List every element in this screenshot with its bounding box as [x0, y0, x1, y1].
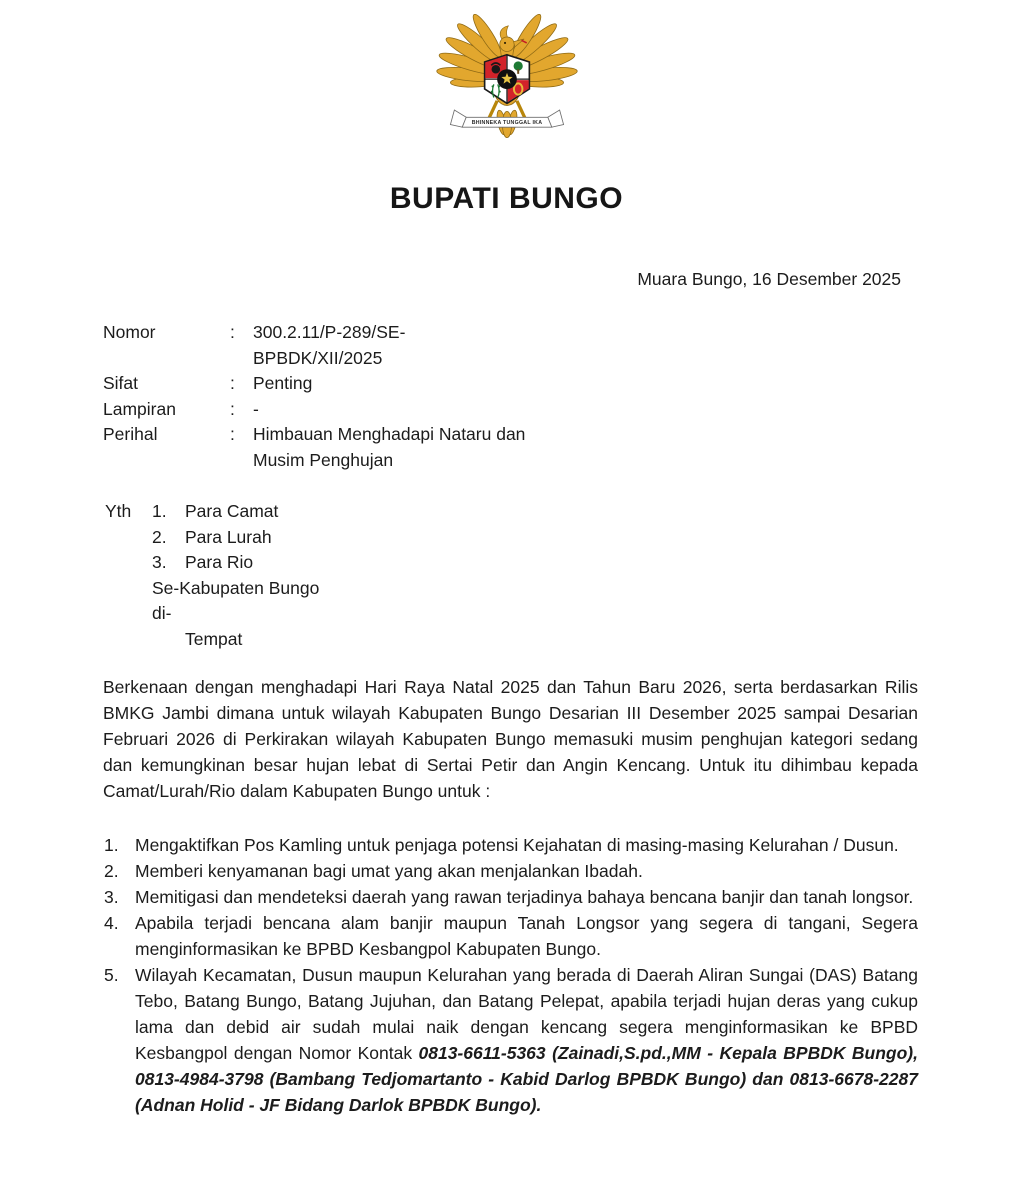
directives-list [104, 832, 918, 1118]
recipient-item-number: 3. [152, 552, 167, 572]
meta-row-lampiran [103, 397, 1013, 423]
recipient-list [152, 499, 319, 652]
list-item-text: Memitigasi dan mendeteksi daerah yang rawan terjadinya bahaya bencana banjir dan tanah longsor. [135, 887, 914, 907]
recipient-item-text: Para Lurah [185, 526, 272, 547]
opening-paragraph: Berkenaan dengan menghadapi Hari Raya Natal 2025 dan Tahun Baru 2026, serta berdasarkan Rilis BMKG Jambi dimana untuk wilayah Kabupaten Bungo Desarian III Desember 2025 sampai Desarian Februari 2026 di Perkirakan wilayah Kabupaten Bungo memasuki musim penghujan kategori sedang dan kemungkinan besar hujan lebat di Sertai Petir dan Angin Kencang. Untuk itu dihimbau kepada Camat/Lurah/Rio dalam Kabupaten Bungo untuk : [103, 677, 918, 801]
list-item-text [135, 962, 918, 1118]
list-item [104, 884, 918, 910]
list-item [104, 832, 918, 858]
meta-label: Sifat [103, 373, 139, 393]
list-item-text: Mengaktifkan Pos Kamling untuk penjaga potensi Kejahatan di masing-masing Kelurahan / Dusun. [135, 835, 899, 855]
contact-numbers-emphasis: 0813-6611-5363 (Zainadi,S.pd.,MM - Kepala BPBDK Bungo), 0813-4984-3798 (Bambang Tedjomartanto - Kabid Darlog BPBDK Bungo) dan 0813-6678-2287 (Adnan Holid - JF Bidang Darlok BPBDK Bungo). [135, 1043, 918, 1115]
recipient-place: Tempat [185, 628, 243, 649]
motto-text: BHINNEKA TUNGGAL IKA [471, 120, 542, 127]
recipient-item [152, 550, 319, 576]
list-item-number: 2. [104, 861, 119, 881]
list-item-number: 4. [104, 913, 119, 933]
recipient-scope: Se-Kabupaten Bungo [152, 577, 320, 598]
page-title: BUPATI BUNGO [389, 182, 624, 215]
meta-label: Nomor [103, 322, 156, 342]
meta-row-sifat [103, 371, 1013, 397]
recipient-item [152, 525, 319, 551]
list-item [104, 962, 918, 1118]
meta-label: Lampiran [103, 398, 176, 419]
meta-value: Himbauan Menghadapi Nataru dan Musim Penghujan [253, 424, 526, 470]
date-line: Muara Bungo, 16 Desember 2025 [637, 269, 901, 289]
recipient-item-text: Para Rio [185, 552, 254, 572]
recipient-item-number: 2. [152, 526, 167, 547]
meta-colon: : [230, 398, 235, 419]
letter-meta [103, 320, 1013, 473]
garuda-pancasila-emblem [428, 14, 586, 162]
list-item [104, 858, 918, 884]
list-item-text: Memberi kenyamanan bagi umat yang akan menjalankan Ibadah. [135, 861, 643, 881]
list-item-number: 5. [104, 965, 119, 985]
meta-colon: : [230, 424, 235, 444]
recipient-di: di- [152, 603, 172, 623]
recipient-item-text: Para Camat [185, 501, 279, 521]
meta-colon: : [230, 322, 235, 342]
meta-value: - [253, 398, 259, 419]
recipient-label: Yth [105, 501, 132, 521]
recipient-item-number: 1. [152, 501, 167, 521]
meta-row-perihal [103, 422, 1013, 473]
recipient-item [152, 499, 319, 525]
list-item-number: 3. [104, 887, 119, 907]
list-item-text: Apabila terjadi bencana alam banjir maupun Tanah Longsor yang segera di tangani, Segera menginformasikan ke BPBD Kesbangpol Kabupaten Bungo. [135, 913, 918, 959]
meta-row-nomor [103, 320, 1013, 371]
meta-label: Perihal [103, 424, 158, 444]
meta-value: Penting [253, 373, 313, 393]
list-item-text-regular: Wilayah Kecamatan, Dusun maupun Kelurahan yang berada di Daerah Aliran Sungai (DAS) Batang Tebo, Batang Bungo, Batang Jujuhan, dan Batang Pelepat, apabila terjadi hujan deras yang cukup lama dan debid air sudah mulai naik dengan kencang segera menginformasikan ke BPBD Kesbangpol dengan Nomor Kontak [135, 965, 918, 1063]
list-item [104, 910, 918, 962]
meta-value: 300.2.11/P-289/SE-BPBDK/XII/2025 [253, 322, 406, 368]
letterhead [0, 0, 1013, 162]
list-item-number: 1. [104, 835, 119, 855]
meta-colon: : [230, 373, 235, 393]
recipient-block [105, 499, 1013, 652]
